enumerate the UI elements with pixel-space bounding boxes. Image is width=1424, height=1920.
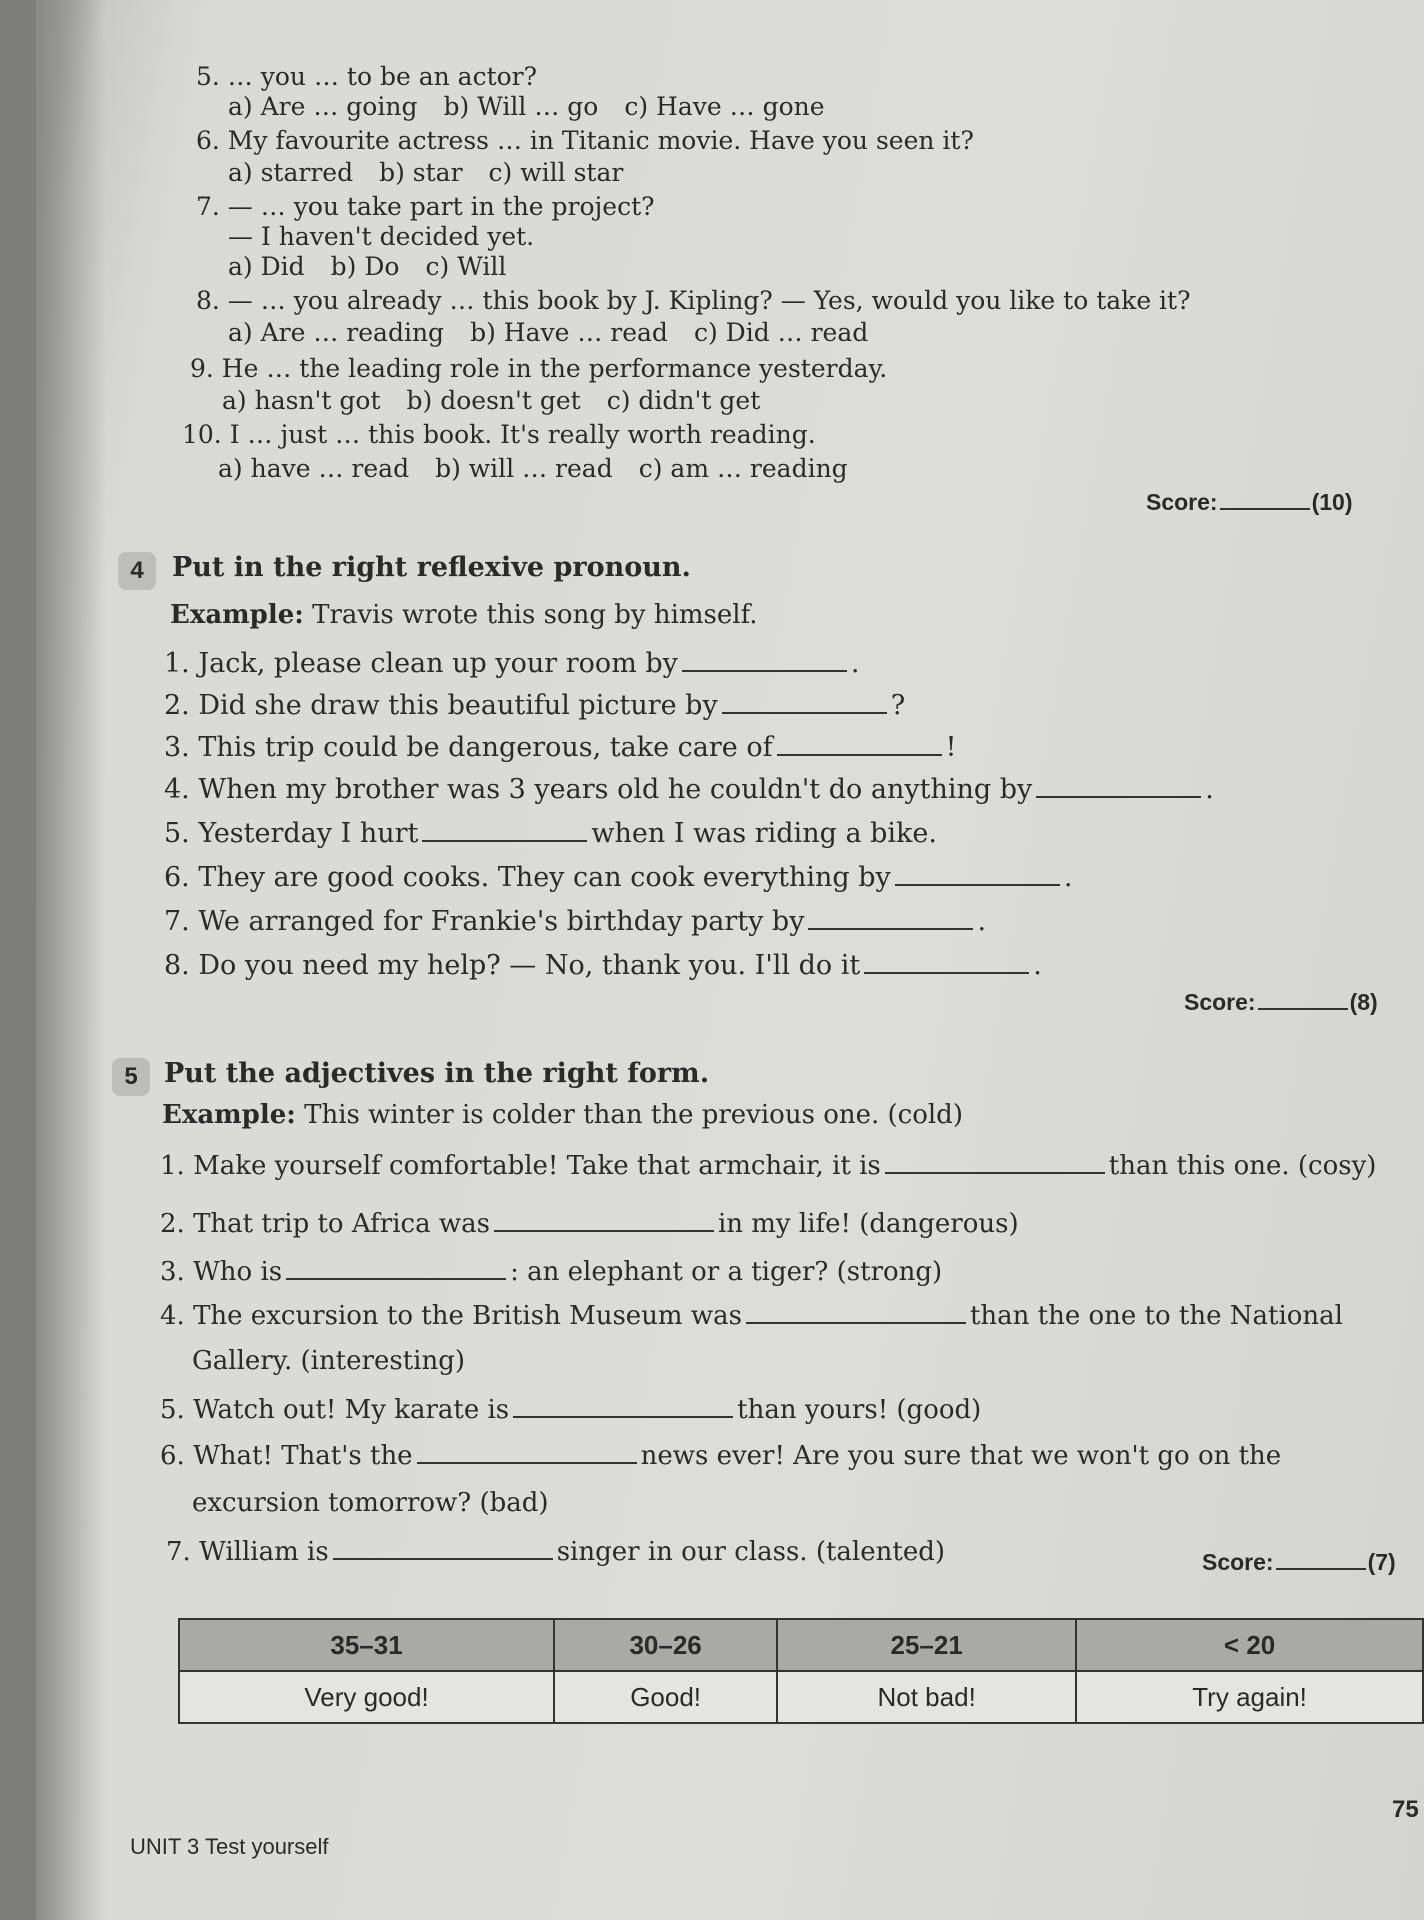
task-4-item-1: 1. Jack, please clean up your room by .	[164, 648, 860, 679]
task-4-item-7: 7. We arranged for Frankie's birthday party by .	[164, 906, 987, 937]
range-cell: 35–31	[179, 1619, 554, 1671]
grading-range-row	[179, 1619, 1423, 1671]
answer-blank[interactable]	[864, 950, 1029, 974]
grading-result-row	[179, 1671, 1423, 1723]
answer-blank[interactable]	[895, 862, 1060, 886]
task-5-item-4-continuation: Gallery. (interesting)	[192, 1346, 465, 1376]
page-number: 75	[1392, 1796, 1419, 1823]
score-task-4: Score: (8)	[1184, 989, 1378, 1015]
range-cell: 30–26	[554, 1619, 777, 1671]
question-7-reply: — I haven't decided yet.	[228, 222, 535, 251]
question-8: 8. — … you already … this book by J. Kipling? — Yes, would you like to take it?	[196, 286, 1191, 315]
answer-blank[interactable]	[722, 690, 887, 714]
answer-blank[interactable]	[422, 818, 587, 842]
answer-blank[interactable]	[1036, 774, 1201, 798]
question-10-options: a) have … read b) will … read c) am … reading	[218, 454, 848, 483]
task-4-example: Example: Travis wrote this song by himself.	[170, 600, 758, 630]
answer-blank[interactable]	[808, 906, 973, 930]
question-9-options: a) hasn't got b) doesn't get c) didn't get	[222, 386, 761, 415]
task-5-item-6: 6. What! That's the news ever! Are you sure that we won't go on the	[160, 1441, 1282, 1471]
grade-cell: Try again!	[1076, 1671, 1423, 1723]
workbook-page	[36, 0, 1424, 1920]
score-section-3: Score: (10)	[1146, 489, 1353, 515]
task-4-item-6: 6. They are good cooks. They can cook everything by .	[164, 862, 1073, 893]
task-number-4: 4	[118, 552, 156, 590]
task-5-item-6-continuation: excursion tomorrow? (bad)	[192, 1488, 549, 1518]
task-4-title: Put in the right reflexive pronoun.	[172, 552, 691, 583]
grade-cell: Very good!	[179, 1671, 554, 1723]
question-8-options: a) Are … reading b) Have … read c) Did … read	[228, 318, 869, 347]
task-4-item-8: 8. Do you need my help? — No, thank you. I'll do it .	[164, 950, 1042, 981]
answer-blank[interactable]	[494, 1208, 714, 1232]
grade-cell: Good!	[554, 1671, 777, 1723]
answer-blank[interactable]	[777, 732, 942, 756]
footer-section: Test yourself	[205, 1834, 329, 1859]
question-6-options: a) starred b) star c) will star	[228, 158, 624, 187]
question-7: 7. — … you take part in the project?	[196, 192, 655, 221]
task-5-item-1: 1. Make yourself comfortable! Take that armchair, it is than this one. (cosy)	[160, 1151, 1377, 1181]
task-5-item-4: 4. The excursion to the British Museum was than the one to the National	[160, 1301, 1343, 1331]
answer-blank[interactable]	[746, 1300, 966, 1324]
answer-blank[interactable]	[417, 1440, 637, 1464]
task-4-item-4: 4. When my brother was 3 years old he couldn't do anything by .	[164, 774, 1214, 805]
answer-blank[interactable]	[333, 1536, 553, 1560]
question-10: 10. I … just … this book. It's really worth reading.	[182, 420, 816, 449]
task-5-item-2: 2. That trip to Africa was in my life! (dangerous)	[160, 1209, 1019, 1239]
task-4-item-3: 3. This trip could be dangerous, take care of !	[164, 732, 957, 763]
score-blank[interactable]	[1220, 488, 1310, 510]
answer-blank[interactable]	[513, 1394, 733, 1418]
task-5-item-7: 7. William is singer in our class. (talented)	[166, 1537, 945, 1567]
answer-blank[interactable]	[885, 1150, 1105, 1174]
task-number-5: 5	[112, 1058, 150, 1096]
score-blank[interactable]	[1276, 1548, 1366, 1570]
grading-scale-table	[178, 1618, 1424, 1724]
question-9: 9. He … the leading role in the performance yesterday.	[190, 354, 888, 383]
score-blank[interactable]	[1258, 988, 1348, 1010]
task-5-item-3: 3. Who is : an elephant or a tiger? (strong)	[160, 1257, 943, 1287]
task-4-item-2: 2. Did she draw this beautiful picture by ?	[164, 690, 906, 721]
grade-cell: Not bad!	[777, 1671, 1076, 1723]
question-7-options: a) Did b) Do c) Will	[228, 252, 507, 281]
page-footer	[130, 1834, 329, 1860]
answer-blank[interactable]	[682, 648, 847, 672]
question-5-options: a) Are … going b) Will … go c) Have … gone	[228, 92, 825, 121]
task-5-item-5: 5. Watch out! My karate is than yours! (good)	[160, 1395, 982, 1425]
range-cell: 25–21	[777, 1619, 1076, 1671]
task-5-title: Put the adjectives in the right form.	[164, 1058, 710, 1089]
question-6: 6. My favourite actress … in Titanic movie. Have you seen it?	[196, 126, 974, 155]
question-5: 5. … you … to be an actor?	[196, 62, 538, 91]
task-4-item-5: 5. Yesterday I hurt when I was riding a bike.	[164, 818, 937, 849]
task-5-example: Example: This winter is colder than the previous one. (cold)	[162, 1100, 963, 1130]
range-cell: < 20	[1076, 1619, 1423, 1671]
answer-blank[interactable]	[286, 1256, 506, 1280]
score-task-5: Score: (7)	[1202, 1549, 1396, 1575]
footer-unit: UNIT 3	[130, 1834, 200, 1859]
